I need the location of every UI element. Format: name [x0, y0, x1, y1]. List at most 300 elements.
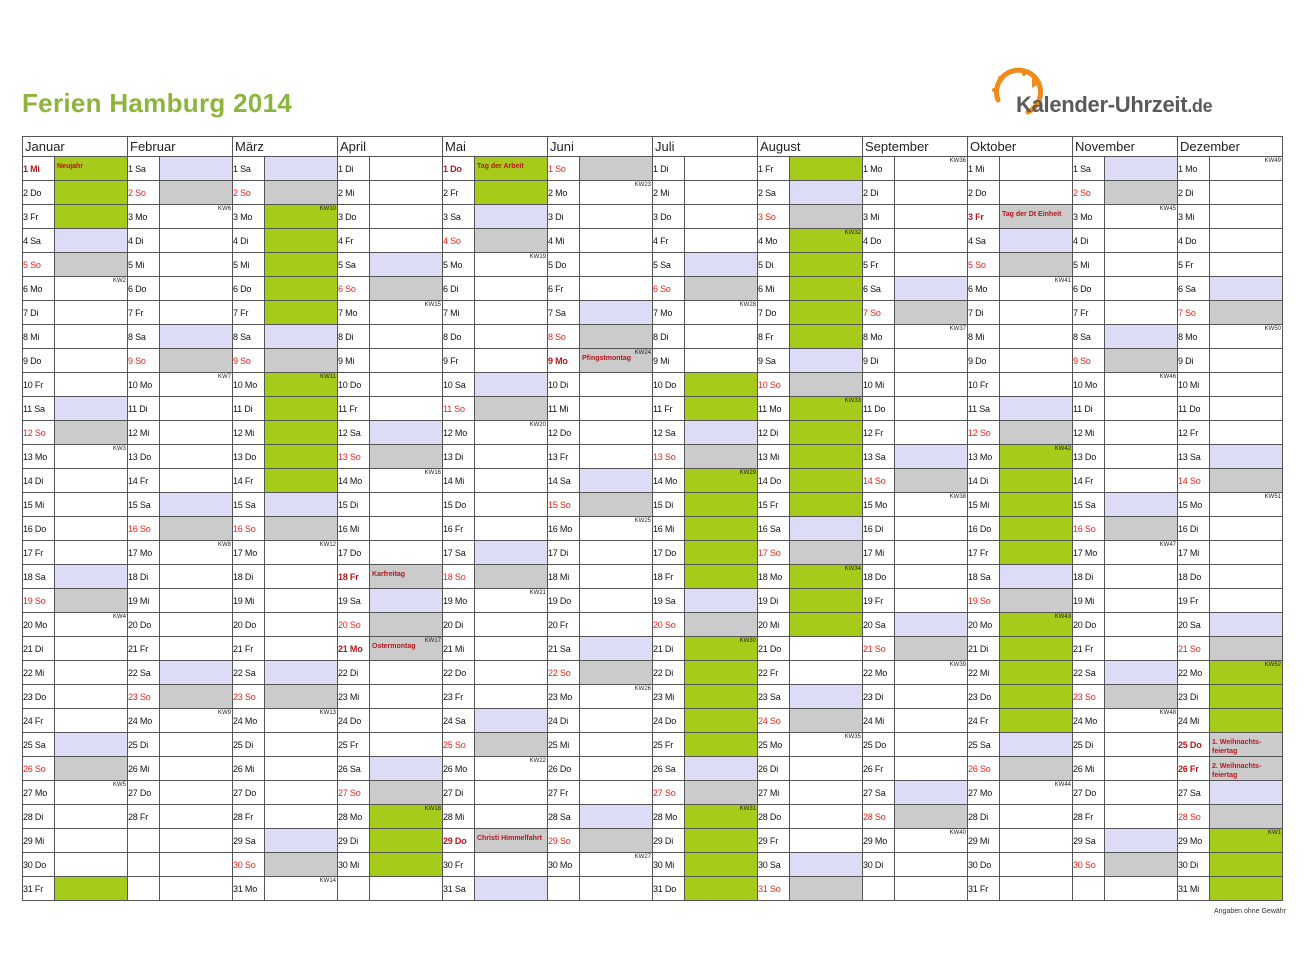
day-label[interactable]	[128, 421, 160, 445]
day-label[interactable]	[1073, 613, 1105, 637]
day-label[interactable]	[863, 253, 895, 277]
day-label[interactable]	[338, 517, 370, 541]
day-label[interactable]	[443, 661, 475, 685]
day-label[interactable]	[863, 445, 895, 469]
day-label[interactable]	[233, 781, 265, 805]
day-label[interactable]	[548, 469, 580, 493]
day-label[interactable]	[1073, 517, 1105, 541]
day-label[interactable]	[128, 397, 160, 421]
day-label[interactable]	[863, 541, 895, 565]
day-label[interactable]	[338, 565, 370, 589]
day-label[interactable]	[1073, 253, 1105, 277]
day-label[interactable]	[653, 877, 685, 901]
day-label[interactable]	[23, 229, 55, 253]
day-label[interactable]	[233, 565, 265, 589]
day-label[interactable]	[338, 541, 370, 565]
day-label[interactable]	[1073, 277, 1105, 301]
day-label[interactable]	[968, 421, 1000, 445]
day-label[interactable]	[128, 301, 160, 325]
day-label[interactable]	[1073, 301, 1105, 325]
day-label[interactable]	[338, 277, 370, 301]
day-label[interactable]	[653, 853, 685, 877]
day-label[interactable]	[1073, 733, 1105, 757]
day-label[interactable]	[863, 853, 895, 877]
day-label[interactable]	[443, 805, 475, 829]
day-label[interactable]	[23, 541, 55, 565]
day-label[interactable]	[128, 493, 160, 517]
day-label[interactable]	[653, 373, 685, 397]
day-label[interactable]	[23, 781, 55, 805]
day-label[interactable]	[338, 157, 370, 181]
day-label[interactable]	[128, 445, 160, 469]
day-label[interactable]	[128, 229, 160, 253]
day-label[interactable]	[653, 613, 685, 637]
day-label[interactable]	[863, 733, 895, 757]
day-label[interactable]	[1178, 541, 1210, 565]
day-label[interactable]	[968, 229, 1000, 253]
day-label[interactable]	[758, 349, 790, 373]
day-label[interactable]	[968, 661, 1000, 685]
day-label[interactable]	[548, 757, 580, 781]
day-label[interactable]	[863, 637, 895, 661]
day-label[interactable]	[1178, 349, 1210, 373]
day-label[interactable]	[863, 277, 895, 301]
day-label[interactable]	[443, 829, 475, 853]
day-label[interactable]	[758, 733, 790, 757]
day-label[interactable]	[233, 661, 265, 685]
day-label[interactable]	[548, 613, 580, 637]
day-label[interactable]	[443, 709, 475, 733]
day-label[interactable]	[233, 853, 265, 877]
day-label[interactable]	[128, 565, 160, 589]
day-label[interactable]	[548, 421, 580, 445]
day-label[interactable]	[233, 541, 265, 565]
day-label[interactable]	[758, 853, 790, 877]
day-label[interactable]	[23, 589, 55, 613]
day-label[interactable]	[968, 613, 1000, 637]
day-label[interactable]	[863, 205, 895, 229]
day-label[interactable]	[758, 157, 790, 181]
day-label[interactable]	[1178, 493, 1210, 517]
day-label[interactable]	[863, 661, 895, 685]
day-label[interactable]	[758, 445, 790, 469]
day-label[interactable]	[1073, 805, 1105, 829]
day-label[interactable]	[128, 637, 160, 661]
day-label[interactable]	[653, 565, 685, 589]
day-label[interactable]	[1073, 469, 1105, 493]
day-label[interactable]	[338, 349, 370, 373]
day-label[interactable]	[23, 445, 55, 469]
day-label[interactable]	[128, 373, 160, 397]
day-label[interactable]	[968, 565, 1000, 589]
day-label[interactable]	[1073, 685, 1105, 709]
day-label[interactable]	[653, 517, 685, 541]
day-label[interactable]	[23, 661, 55, 685]
day-label[interactable]	[863, 373, 895, 397]
day-label[interactable]	[1178, 589, 1210, 613]
day-label[interactable]	[653, 445, 685, 469]
day-label[interactable]	[443, 157, 475, 181]
day-label[interactable]	[653, 829, 685, 853]
day-label[interactable]	[863, 349, 895, 373]
day-label[interactable]	[548, 853, 580, 877]
day-label[interactable]	[1073, 829, 1105, 853]
day-label[interactable]	[128, 325, 160, 349]
day-label[interactable]	[443, 685, 475, 709]
day-label[interactable]	[23, 301, 55, 325]
day-label[interactable]	[863, 805, 895, 829]
day-label[interactable]	[233, 877, 265, 901]
day-label[interactable]	[338, 229, 370, 253]
day-label[interactable]	[338, 421, 370, 445]
day-label[interactable]	[653, 637, 685, 661]
day-label[interactable]	[443, 565, 475, 589]
day-label[interactable]	[443, 445, 475, 469]
day-label[interactable]	[128, 589, 160, 613]
day-label[interactable]	[968, 157, 1000, 181]
day-label[interactable]	[758, 805, 790, 829]
day-label[interactable]	[1178, 733, 1210, 757]
day-label[interactable]	[548, 205, 580, 229]
day-label[interactable]	[863, 325, 895, 349]
day-label[interactable]	[1073, 853, 1105, 877]
day-label[interactable]	[443, 877, 475, 901]
day-label[interactable]	[233, 229, 265, 253]
day-label[interactable]	[23, 421, 55, 445]
day-label[interactable]	[863, 301, 895, 325]
day-label[interactable]	[443, 301, 475, 325]
day-label[interactable]	[23, 397, 55, 421]
day-label[interactable]	[128, 781, 160, 805]
day-label[interactable]	[1073, 709, 1105, 733]
day-label[interactable]	[443, 181, 475, 205]
day-label[interactable]	[128, 157, 160, 181]
day-label[interactable]	[548, 565, 580, 589]
day-label[interactable]	[338, 613, 370, 637]
day-label[interactable]	[968, 205, 1000, 229]
day-label[interactable]	[128, 469, 160, 493]
day-label[interactable]	[233, 829, 265, 853]
day-label[interactable]	[548, 781, 580, 805]
day-label[interactable]	[1073, 397, 1105, 421]
day-label[interactable]	[338, 493, 370, 517]
day-label[interactable]	[653, 733, 685, 757]
day-label[interactable]	[548, 445, 580, 469]
day-label[interactable]	[548, 829, 580, 853]
day-label[interactable]	[1178, 829, 1210, 853]
day-label[interactable]	[653, 781, 685, 805]
day-label[interactable]	[233, 205, 265, 229]
day-label[interactable]	[653, 469, 685, 493]
day-label[interactable]	[23, 205, 55, 229]
day-label[interactable]	[1073, 325, 1105, 349]
day-label[interactable]	[128, 757, 160, 781]
day-label[interactable]	[863, 157, 895, 181]
day-label[interactable]	[128, 685, 160, 709]
day-label[interactable]	[23, 469, 55, 493]
day-label[interactable]	[758, 685, 790, 709]
day-label[interactable]	[548, 709, 580, 733]
day-label[interactable]	[1178, 181, 1210, 205]
day-label[interactable]	[443, 733, 475, 757]
day-label[interactable]	[443, 469, 475, 493]
day-label[interactable]	[233, 589, 265, 613]
day-label[interactable]	[758, 373, 790, 397]
day-label[interactable]	[443, 853, 475, 877]
day-label[interactable]	[968, 637, 1000, 661]
day-label[interactable]	[1178, 253, 1210, 277]
day-label[interactable]	[1073, 541, 1105, 565]
day-label[interactable]	[653, 301, 685, 325]
day-label[interactable]	[968, 685, 1000, 709]
day-label[interactable]	[548, 277, 580, 301]
day-label[interactable]	[758, 205, 790, 229]
day-label[interactable]	[653, 685, 685, 709]
day-label[interactable]	[863, 469, 895, 493]
day-label[interactable]	[863, 589, 895, 613]
day-label[interactable]	[548, 397, 580, 421]
day-label[interactable]	[1178, 469, 1210, 493]
day-label[interactable]	[338, 829, 370, 853]
day-label[interactable]	[1178, 373, 1210, 397]
day-label[interactable]	[233, 277, 265, 301]
day-label[interactable]	[548, 661, 580, 685]
day-label[interactable]	[23, 709, 55, 733]
day-label[interactable]	[233, 325, 265, 349]
day-label[interactable]	[653, 805, 685, 829]
day-label[interactable]	[1178, 757, 1210, 781]
day-label[interactable]	[128, 541, 160, 565]
day-label[interactable]	[233, 613, 265, 637]
day-label[interactable]	[863, 517, 895, 541]
day-label[interactable]	[1178, 421, 1210, 445]
day-label[interactable]	[653, 277, 685, 301]
day-label[interactable]	[548, 733, 580, 757]
day-label[interactable]	[653, 709, 685, 733]
day-label[interactable]	[1178, 637, 1210, 661]
day-label[interactable]	[338, 589, 370, 613]
day-label[interactable]	[233, 445, 265, 469]
day-label[interactable]	[758, 469, 790, 493]
day-label[interactable]	[758, 781, 790, 805]
day-label[interactable]	[653, 589, 685, 613]
day-label[interactable]	[23, 493, 55, 517]
day-label[interactable]	[653, 205, 685, 229]
day-label[interactable]	[233, 373, 265, 397]
day-label[interactable]	[23, 349, 55, 373]
day-label[interactable]	[443, 781, 475, 805]
day-label[interactable]	[233, 301, 265, 325]
day-label[interactable]	[23, 877, 55, 901]
day-label[interactable]	[233, 469, 265, 493]
day-label[interactable]	[968, 397, 1000, 421]
day-label[interactable]	[233, 709, 265, 733]
day-label[interactable]	[233, 517, 265, 541]
day-label[interactable]	[653, 541, 685, 565]
day-label[interactable]	[1073, 421, 1105, 445]
day-label[interactable]	[863, 709, 895, 733]
day-label[interactable]	[1073, 589, 1105, 613]
day-label[interactable]	[128, 517, 160, 541]
day-label[interactable]	[758, 517, 790, 541]
day-label[interactable]	[968, 541, 1000, 565]
day-label[interactable]	[443, 325, 475, 349]
day-label[interactable]	[758, 637, 790, 661]
day-label[interactable]	[338, 709, 370, 733]
day-label[interactable]	[968, 493, 1000, 517]
day-label[interactable]	[758, 181, 790, 205]
day-label[interactable]	[233, 349, 265, 373]
day-label[interactable]	[968, 709, 1000, 733]
day-label[interactable]	[1073, 349, 1105, 373]
day-label[interactable]	[23, 253, 55, 277]
day-label[interactable]	[338, 253, 370, 277]
day-label[interactable]	[968, 853, 1000, 877]
day-label[interactable]	[128, 277, 160, 301]
day-label[interactable]	[233, 637, 265, 661]
day-label[interactable]	[548, 325, 580, 349]
day-label[interactable]	[233, 685, 265, 709]
logo[interactable]	[986, 62, 1276, 124]
day-label[interactable]	[443, 277, 475, 301]
day-label[interactable]	[23, 637, 55, 661]
day-label[interactable]	[653, 421, 685, 445]
day-label[interactable]	[968, 757, 1000, 781]
day-label[interactable]	[338, 781, 370, 805]
day-label[interactable]	[1178, 613, 1210, 637]
day-label[interactable]	[443, 229, 475, 253]
day-label[interactable]	[968, 253, 1000, 277]
day-label[interactable]	[758, 661, 790, 685]
day-label[interactable]	[1073, 205, 1105, 229]
day-label[interactable]	[1073, 781, 1105, 805]
day-label[interactable]	[128, 709, 160, 733]
day-label[interactable]	[338, 373, 370, 397]
day-label[interactable]	[758, 397, 790, 421]
day-label[interactable]	[23, 181, 55, 205]
day-label[interactable]	[1178, 709, 1210, 733]
day-label[interactable]	[1178, 325, 1210, 349]
day-label[interactable]	[758, 829, 790, 853]
day-label[interactable]	[758, 709, 790, 733]
day-label[interactable]	[1073, 565, 1105, 589]
day-label[interactable]	[443, 589, 475, 613]
day-label[interactable]	[548, 805, 580, 829]
day-label[interactable]	[653, 349, 685, 373]
day-label[interactable]	[23, 325, 55, 349]
day-label[interactable]	[338, 661, 370, 685]
day-label[interactable]	[968, 589, 1000, 613]
day-label[interactable]	[968, 805, 1000, 829]
day-label[interactable]	[443, 205, 475, 229]
day-label[interactable]	[548, 589, 580, 613]
day-label[interactable]	[128, 205, 160, 229]
day-label[interactable]	[233, 181, 265, 205]
day-label[interactable]	[968, 277, 1000, 301]
day-label[interactable]	[233, 397, 265, 421]
day-label[interactable]	[128, 349, 160, 373]
day-label[interactable]	[1073, 157, 1105, 181]
day-label[interactable]	[338, 325, 370, 349]
day-label[interactable]	[443, 517, 475, 541]
day-label[interactable]	[128, 805, 160, 829]
day-label[interactable]	[338, 469, 370, 493]
day-label[interactable]	[443, 541, 475, 565]
day-label[interactable]	[548, 493, 580, 517]
day-label[interactable]	[23, 565, 55, 589]
day-label[interactable]	[23, 277, 55, 301]
day-label[interactable]	[863, 829, 895, 853]
day-label[interactable]	[548, 181, 580, 205]
day-label[interactable]	[443, 493, 475, 517]
day-label[interactable]	[548, 301, 580, 325]
day-label[interactable]	[863, 757, 895, 781]
day-label[interactable]	[443, 349, 475, 373]
day-label[interactable]	[443, 637, 475, 661]
day-label[interactable]	[1073, 373, 1105, 397]
day-label[interactable]	[1178, 277, 1210, 301]
day-label[interactable]	[23, 757, 55, 781]
day-label[interactable]	[548, 541, 580, 565]
day-label[interactable]	[968, 829, 1000, 853]
day-label[interactable]	[863, 181, 895, 205]
day-label[interactable]	[1178, 205, 1210, 229]
day-label[interactable]	[1073, 637, 1105, 661]
day-label[interactable]	[548, 373, 580, 397]
day-label[interactable]	[443, 421, 475, 445]
day-label[interactable]	[1178, 157, 1210, 181]
day-label[interactable]	[338, 757, 370, 781]
day-label[interactable]	[968, 445, 1000, 469]
day-label[interactable]	[758, 421, 790, 445]
day-label[interactable]	[968, 469, 1000, 493]
day-label[interactable]	[653, 493, 685, 517]
day-label[interactable]	[968, 325, 1000, 349]
day-label[interactable]	[1178, 229, 1210, 253]
day-label[interactable]	[23, 853, 55, 877]
day-label[interactable]	[863, 421, 895, 445]
day-label[interactable]	[863, 229, 895, 253]
day-label[interactable]	[968, 781, 1000, 805]
day-label[interactable]	[548, 349, 580, 373]
day-label[interactable]	[548, 637, 580, 661]
day-label[interactable]	[1178, 445, 1210, 469]
day-label[interactable]	[758, 325, 790, 349]
day-label[interactable]	[548, 157, 580, 181]
day-label[interactable]	[1178, 565, 1210, 589]
day-label[interactable]	[968, 877, 1000, 901]
day-label[interactable]	[23, 685, 55, 709]
day-label[interactable]	[1178, 781, 1210, 805]
day-label[interactable]	[758, 877, 790, 901]
day-label[interactable]	[548, 229, 580, 253]
day-label[interactable]	[653, 229, 685, 253]
day-label[interactable]	[548, 253, 580, 277]
day-label[interactable]	[758, 277, 790, 301]
day-label[interactable]	[338, 397, 370, 421]
day-label[interactable]	[968, 181, 1000, 205]
day-label[interactable]	[863, 565, 895, 589]
day-label[interactable]	[863, 493, 895, 517]
day-label[interactable]	[338, 301, 370, 325]
day-label[interactable]	[758, 541, 790, 565]
day-label[interactable]	[1073, 229, 1105, 253]
day-label[interactable]	[758, 493, 790, 517]
day-label[interactable]	[23, 373, 55, 397]
day-label[interactable]	[1178, 661, 1210, 685]
day-label[interactable]	[758, 229, 790, 253]
day-label[interactable]	[338, 805, 370, 829]
